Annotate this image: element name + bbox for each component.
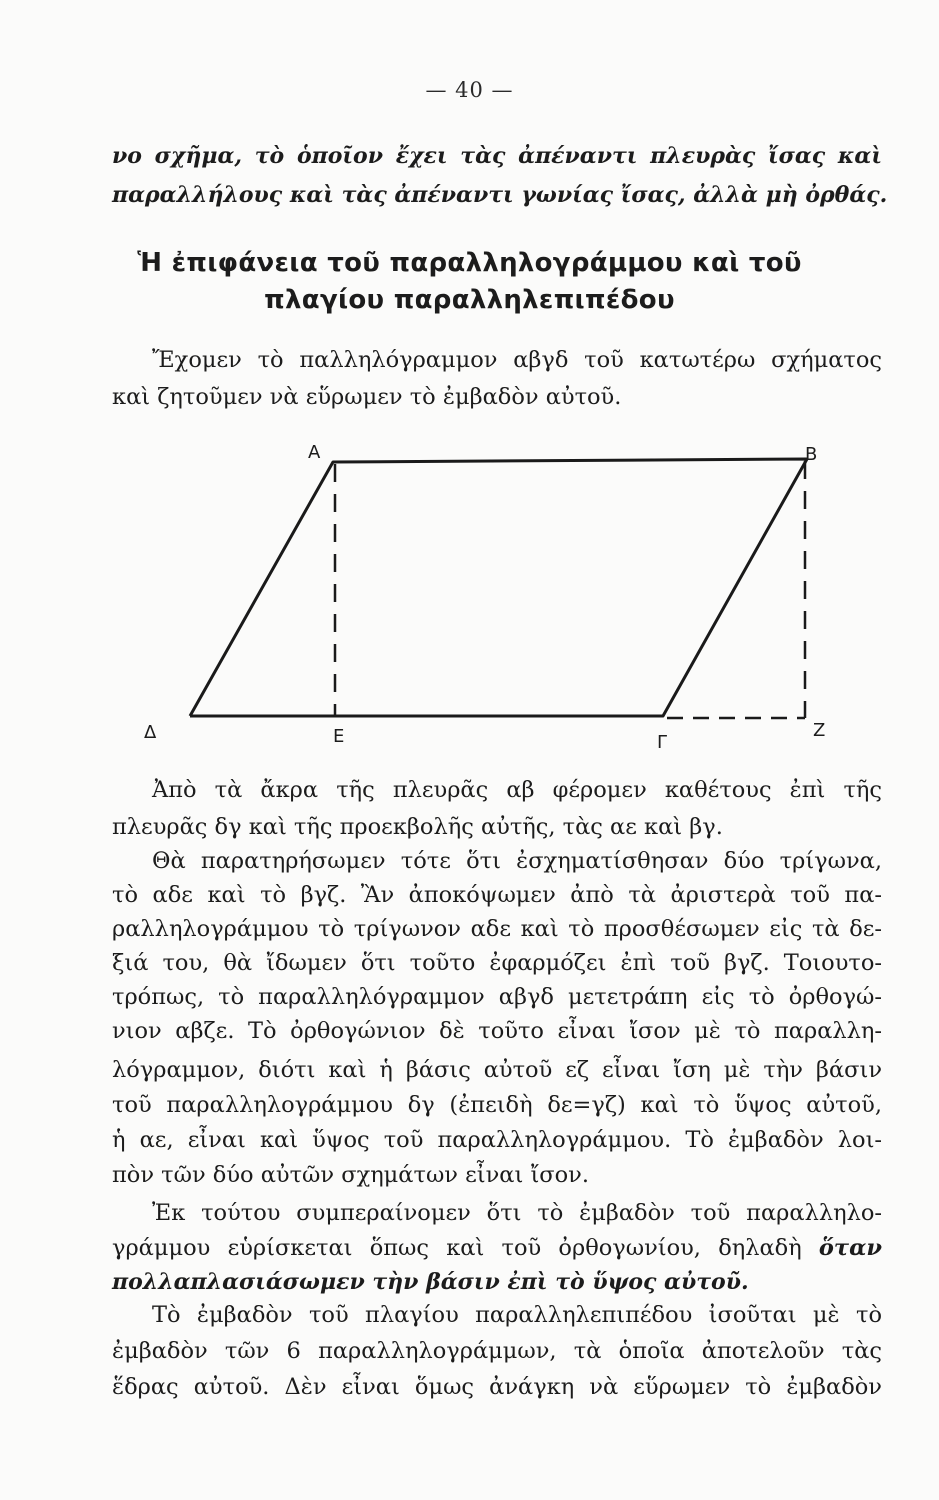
label-a: A — [308, 442, 321, 463]
para2-line-2: πλευρᾶς δγ καὶ τῆς προεκβολῆς αὐτῆς, τὰς αε καὶ βγ. — [112, 814, 723, 840]
para4-line-3: πολλαπλασιάσωμεν τὴν βάσιν ἐπὶ τὸ ὕψος αὐτοῦ. — [112, 1269, 749, 1295]
para4-line-2-text: γράμμου εὑρίσκεται ὅπως καὶ τοῦ ὀρθογωνίου, δηλαδὴ — [112, 1235, 819, 1261]
label-z: Z — [813, 720, 826, 741]
para3-line-3: ραλληλογράμμου τὸ τρίγωνον αδε καὶ τὸ προσθέσωμεν εἰς τὰ δε- — [112, 916, 882, 942]
para3-line-1: Θὰ παρατηρήσωμεν τότε ὅτι ἐσχηματίσθησαν δύο τρίγωνα, — [152, 848, 882, 874]
parallelogram-outline — [190, 459, 807, 716]
para3-line-7: λόγραμμον, διότι καὶ ἡ βάσις αὐτοῦ εζ εἶναι ἴση μὲ τὴν βάσιν — [112, 1057, 882, 1083]
para3-line-8: τοῦ παραλληλογράμμου δγ (ἐπειδὴ δε=γζ) καὶ τὸ ὕψος αὐτοῦ, — [112, 1092, 882, 1118]
label-e: E — [333, 726, 345, 747]
para3-line-2: τὸ αδε καὶ τὸ βγζ. Ἂν ἀποκόψωμεν ἀπὸ τὰ ἀριστερὰ τοῦ πα- — [112, 882, 882, 908]
parallelogram-figure — [130, 430, 850, 760]
para3-line-10: πὸν τῶν δύο αὐτῶν σχημάτων εἶναι ἴσον. — [112, 1162, 590, 1188]
label-delta: Δ — [144, 722, 157, 743]
para5-line-1: Τὸ ἐμβαδὸν τοῦ πλαγίου παραλληλεπιπέδου ἰσοῦται μὲ τὸ — [152, 1302, 882, 1328]
para3-line-4: ξιά του, θὰ ἴδωμεν ὅτι τοῦτο ἐφαρμόζει ἐπὶ τοῦ βγζ. Τοιουτο- — [112, 950, 882, 976]
parallelogram-diagram — [130, 430, 850, 760]
para5-line-3: ἕδρας αὐτοῦ. Δὲν εἶναι ὅμως ἀνάγκη νὰ εὕρωμεν τὸ ἐμβαδὸν — [112, 1374, 882, 1400]
para3-line-9: ἡ αε, εἶναι καὶ ὕψος τοῦ παραλληλογράμμου. Τὸ ἐμβαδὸν λοι- — [112, 1127, 882, 1153]
para1-line-2: καὶ ζητοῦμεν νὰ εὕρωμεν τὸ ἐμβαδὸν αὐτοῦ. — [112, 384, 622, 410]
para3-line-5: τρόπως, τὸ παραλληλόγραμμον αβγδ μετετράπη εἰς τὸ ὀρθογώ- — [112, 984, 882, 1010]
para2-line-1: Ἀπὸ τὰ ἄκρα τῆς πλευρᾶς αβ φέρομεν καθέτους ἐπὶ τῆς — [152, 777, 882, 803]
para1-line-1: Ἔχομεν τὸ παλληλόγραμμον αβγδ τοῦ κατωτέρω σχήματος — [152, 347, 882, 373]
para4-line-1: Ἐκ τούτου συμπεραίνομεν ὅτι τὸ ἐμβαδὸν τοῦ παραλληλο- — [152, 1200, 882, 1226]
intro-line-2: παραλλήλους καὶ τὰς ἀπέναντι γωνίας ἴσας, ἀλλὰ μὴ ὀρθάς. — [112, 182, 888, 208]
para5-line-2: ἐμβαδὸν τῶν 6 παραλληλογράμμων, τὰ ὁποῖα ἀποτελοῦν τὰς — [112, 1338, 882, 1364]
label-b: B — [805, 444, 818, 465]
para4-line-2-emphasis: ὅταν — [818, 1235, 882, 1261]
para4-line-2 — [112, 1233, 882, 1263]
section-heading-line-1: Ἡ ἐπιφάνεια τοῦ παραλληλογράμμου καὶ τοῦ — [137, 248, 802, 278]
page-number: — 40 — — [425, 78, 514, 102]
label-gamma: Γ — [657, 732, 668, 753]
para3-line-6: νιον αβζε. Τὸ ὀρθογώνιον δὲ τοῦτο εἶναι ἴσον μὲ τὸ παραλλη- — [112, 1018, 882, 1044]
section-heading-line-2: πλαγίου παραλληλεπιπέδου — [264, 285, 675, 315]
intro-line-1: νο σχῆμα, τὸ ὁποῖον ἔχει τὰς ἀπέναντι πλευρὰς ἴσας καὶ — [112, 143, 882, 169]
